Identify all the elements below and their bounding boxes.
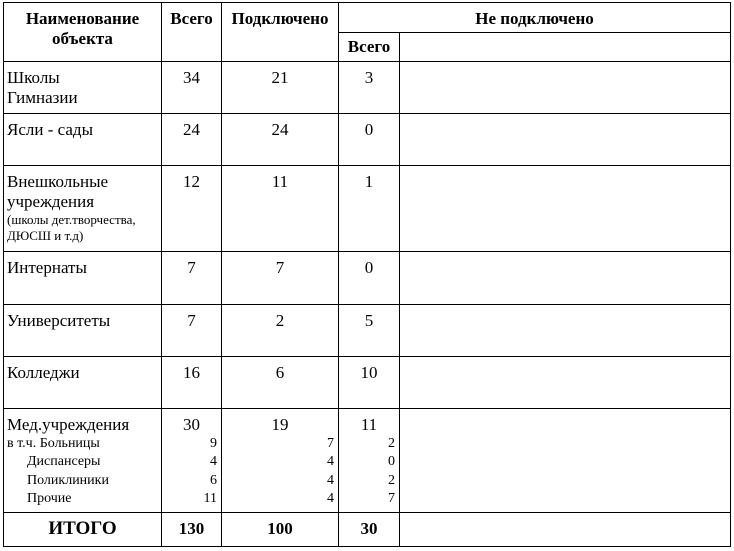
medical-connected-cell (222, 408, 339, 512)
header-total: Всего (162, 3, 222, 62)
medical-sub-name: Диспансеры (27, 454, 101, 470)
medical-sub-not-connected: 2 (388, 435, 395, 451)
row-name: Внешкольные (7, 172, 109, 192)
medical-connected: 19 (271, 414, 289, 434)
summary-table (3, 2, 731, 547)
row-not-connected: 10 (339, 356, 400, 408)
medical-total: 30 (183, 414, 200, 434)
medical-sub-name: Поликлиники (27, 472, 109, 488)
row-connected: 21 (222, 62, 339, 114)
row-name-line2: учреждения (7, 192, 95, 212)
medical-name: Мед.учреждения (7, 414, 130, 434)
medical-not-connected: 11 (360, 414, 378, 434)
header-row (4, 3, 731, 33)
row-note: (школы дет.творчества, ДЮСШ и т.д) (7, 212, 136, 244)
row-total: 24 (162, 114, 222, 166)
medical-sub-connected: 4 (327, 472, 334, 488)
row-not-connected: 0 (339, 252, 400, 304)
row-total: 34 (162, 62, 222, 114)
total-not-connected: 30 (339, 512, 400, 546)
row-total: 7 (162, 304, 222, 356)
total-row (4, 512, 731, 546)
medical-sub-name: в т.ч. Больницы (7, 435, 100, 451)
row-empty-cell (400, 114, 731, 166)
row-name: Школы (7, 68, 60, 88)
table-row (4, 356, 731, 408)
medical-sub-total: 4 (210, 454, 217, 470)
row-connected: 11 (222, 166, 339, 252)
medical-sub-total: 9 (210, 435, 217, 451)
medical-sub-connected: 4 (327, 491, 334, 507)
row-not-connected: 1 (339, 166, 400, 252)
medical-sub-not-connected: 7 (388, 491, 395, 507)
row-empty-cell (400, 356, 731, 408)
row-connected: 24 (222, 114, 339, 166)
table-row (4, 252, 731, 304)
table-row (4, 62, 731, 114)
row-total: 7 (162, 252, 222, 304)
medical-row (4, 408, 731, 512)
row-name: Университеты (4, 304, 162, 356)
row-name-cell (4, 62, 162, 114)
row-not-connected: 3 (339, 62, 400, 114)
header-not-connected: Не подключено (339, 3, 731, 33)
row-empty-cell (400, 62, 731, 114)
row-name: Колледжи (4, 356, 162, 408)
total-connected: 100 (222, 512, 339, 546)
medical-total-cell (162, 408, 222, 512)
row-total: 16 (162, 356, 222, 408)
table-row (4, 304, 731, 356)
row-name-cell (4, 166, 162, 252)
header-not-connected-total: Всего (339, 33, 400, 62)
total-total: 130 (162, 512, 222, 546)
row-total: 12 (162, 166, 222, 252)
medical-sub-name: Прочие (27, 491, 72, 507)
row-connected: 6 (222, 356, 339, 408)
row-connected: 7 (222, 252, 339, 304)
header-empty-cell (400, 33, 731, 62)
medical-not-connected-cell (339, 408, 400, 512)
row-empty-cell (400, 512, 731, 546)
medical-sub-not-connected: 0 (388, 454, 395, 470)
row-not-connected: 0 (339, 114, 400, 166)
medical-sub-total: 11 (203, 491, 217, 507)
row-name: Ясли - сады (4, 114, 162, 166)
row-empty-cell (400, 252, 731, 304)
row-name-line2: Гимназии (7, 88, 78, 108)
table-row (4, 114, 731, 166)
header-name: Наименование объекта (4, 3, 162, 62)
row-name: Интернаты (4, 252, 162, 304)
header-connected: Подключено (222, 3, 339, 62)
medical-sub-not-connected: 2 (388, 472, 395, 488)
row-connected: 2 (222, 304, 339, 356)
medical-sub-connected: 4 (327, 454, 334, 470)
row-not-connected: 5 (339, 304, 400, 356)
row-empty-cell (400, 166, 731, 252)
total-label: ИТОГО (4, 512, 162, 546)
row-empty-cell (400, 408, 731, 512)
table-row (4, 166, 731, 252)
medical-sub-total: 6 (210, 472, 217, 488)
row-empty-cell (400, 304, 731, 356)
medical-sub-connected: 7 (327, 435, 334, 451)
medical-name-cell (4, 408, 162, 512)
